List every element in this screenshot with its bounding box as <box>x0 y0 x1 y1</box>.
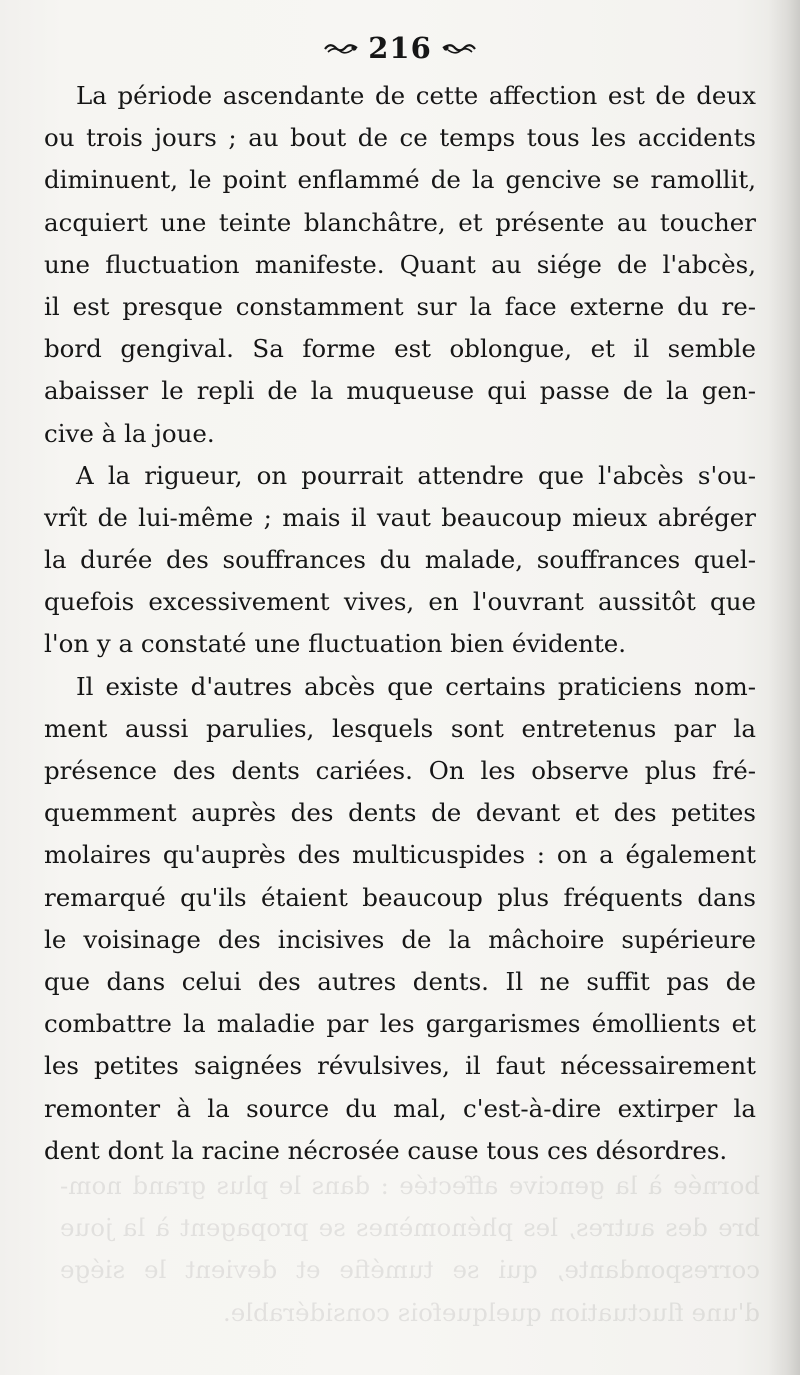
text-line: diminuent, le point enflammé de la gencive se ramollit, <box>44 165 756 195</box>
paragraph <box>44 75 756 455</box>
page-header <box>0 28 800 68</box>
text-line: abaisser le repli de la muqueuse qui passe de la gen- <box>44 376 756 406</box>
text-line: remonter à la source du mal, c'est-à-dire extirper la <box>44 1093 756 1123</box>
show-through-line: bornée à la gencive affectée : dans le plus grand nom- <box>60 1171 760 1200</box>
show-through-line: bre des autres, les phénomènes se propagent à la joue <box>60 1213 760 1243</box>
text-line: quefois excessivement vives, en l'ouvrant aussitôt que <box>44 587 756 617</box>
text-line: remarqué qu'ils étaient beaucoup plus fréquents dans <box>44 882 756 912</box>
text-line: cive à la joue. <box>44 418 215 448</box>
text-line: une fluctuation manifeste. Quant au siége de l'abcès, <box>44 249 756 279</box>
text-line: molaires qu'auprès des multicuspides : on a également <box>44 840 756 870</box>
text-line: présence des dents cariées. On les observe plus fré- <box>44 756 756 785</box>
text-line: que dans celui des autres dents. Il ne suffit pas de <box>44 966 756 996</box>
text-line: vrît de lui-même ; mais il vaut beaucoup mieux abréger <box>44 502 756 532</box>
paragraph <box>44 455 756 666</box>
text-line: l'on y a constaté une fluctuation bien évidente. <box>44 629 627 659</box>
text-line: ment aussi parulies, lesquels sont entretenus par la <box>44 713 756 743</box>
text-line: Il existe d'autres abcès que certains praticiens nom- <box>76 671 756 701</box>
text-line: les petites saignées révulsives, il faut nécessairement <box>44 1051 756 1081</box>
show-through-line: correspondante, qui se tuméfie et devient le siége <box>60 1255 760 1285</box>
show-through-text <box>60 1165 760 1334</box>
text-line: le voisinage des incisives de la mâchoire supérieure <box>44 924 756 954</box>
text-line: acquiert une teinte blanchâtre, et présente au toucher <box>44 207 756 237</box>
show-through-line: d'une fluctuation quelquefois considérable. <box>222 1297 760 1327</box>
fleuron-right-icon <box>442 40 476 56</box>
text-line: La période ascendante de cette affection est de deux <box>76 81 756 110</box>
text-line: ou trois jours ; au bout de ce temps tous les accidents <box>44 123 756 153</box>
paragraph <box>44 666 756 1172</box>
body-text <box>44 75 756 1172</box>
page-edge-shadow <box>768 0 800 1375</box>
text-line: combattre la maladie par les gargarismes émollients et <box>44 1009 756 1039</box>
fleuron-left-icon <box>324 40 358 56</box>
text-line: bord gengival. Sa forme est oblongue, et il semble <box>44 334 756 364</box>
text-line: A la rigueur, on pourrait attendre que l'abcès s'ou- <box>76 460 756 490</box>
page-number: 216 <box>368 30 432 65</box>
text-line: la durée des souffrances du malade, souffrances quel- <box>44 545 756 575</box>
text-line: dent dont la racine nécrosée cause tous ces désordres. <box>44 1135 728 1165</box>
text-line: quemment auprès des dents de devant et des petites <box>44 798 756 828</box>
text-line: il est presque constamment sur la face externe du re- <box>44 291 756 321</box>
